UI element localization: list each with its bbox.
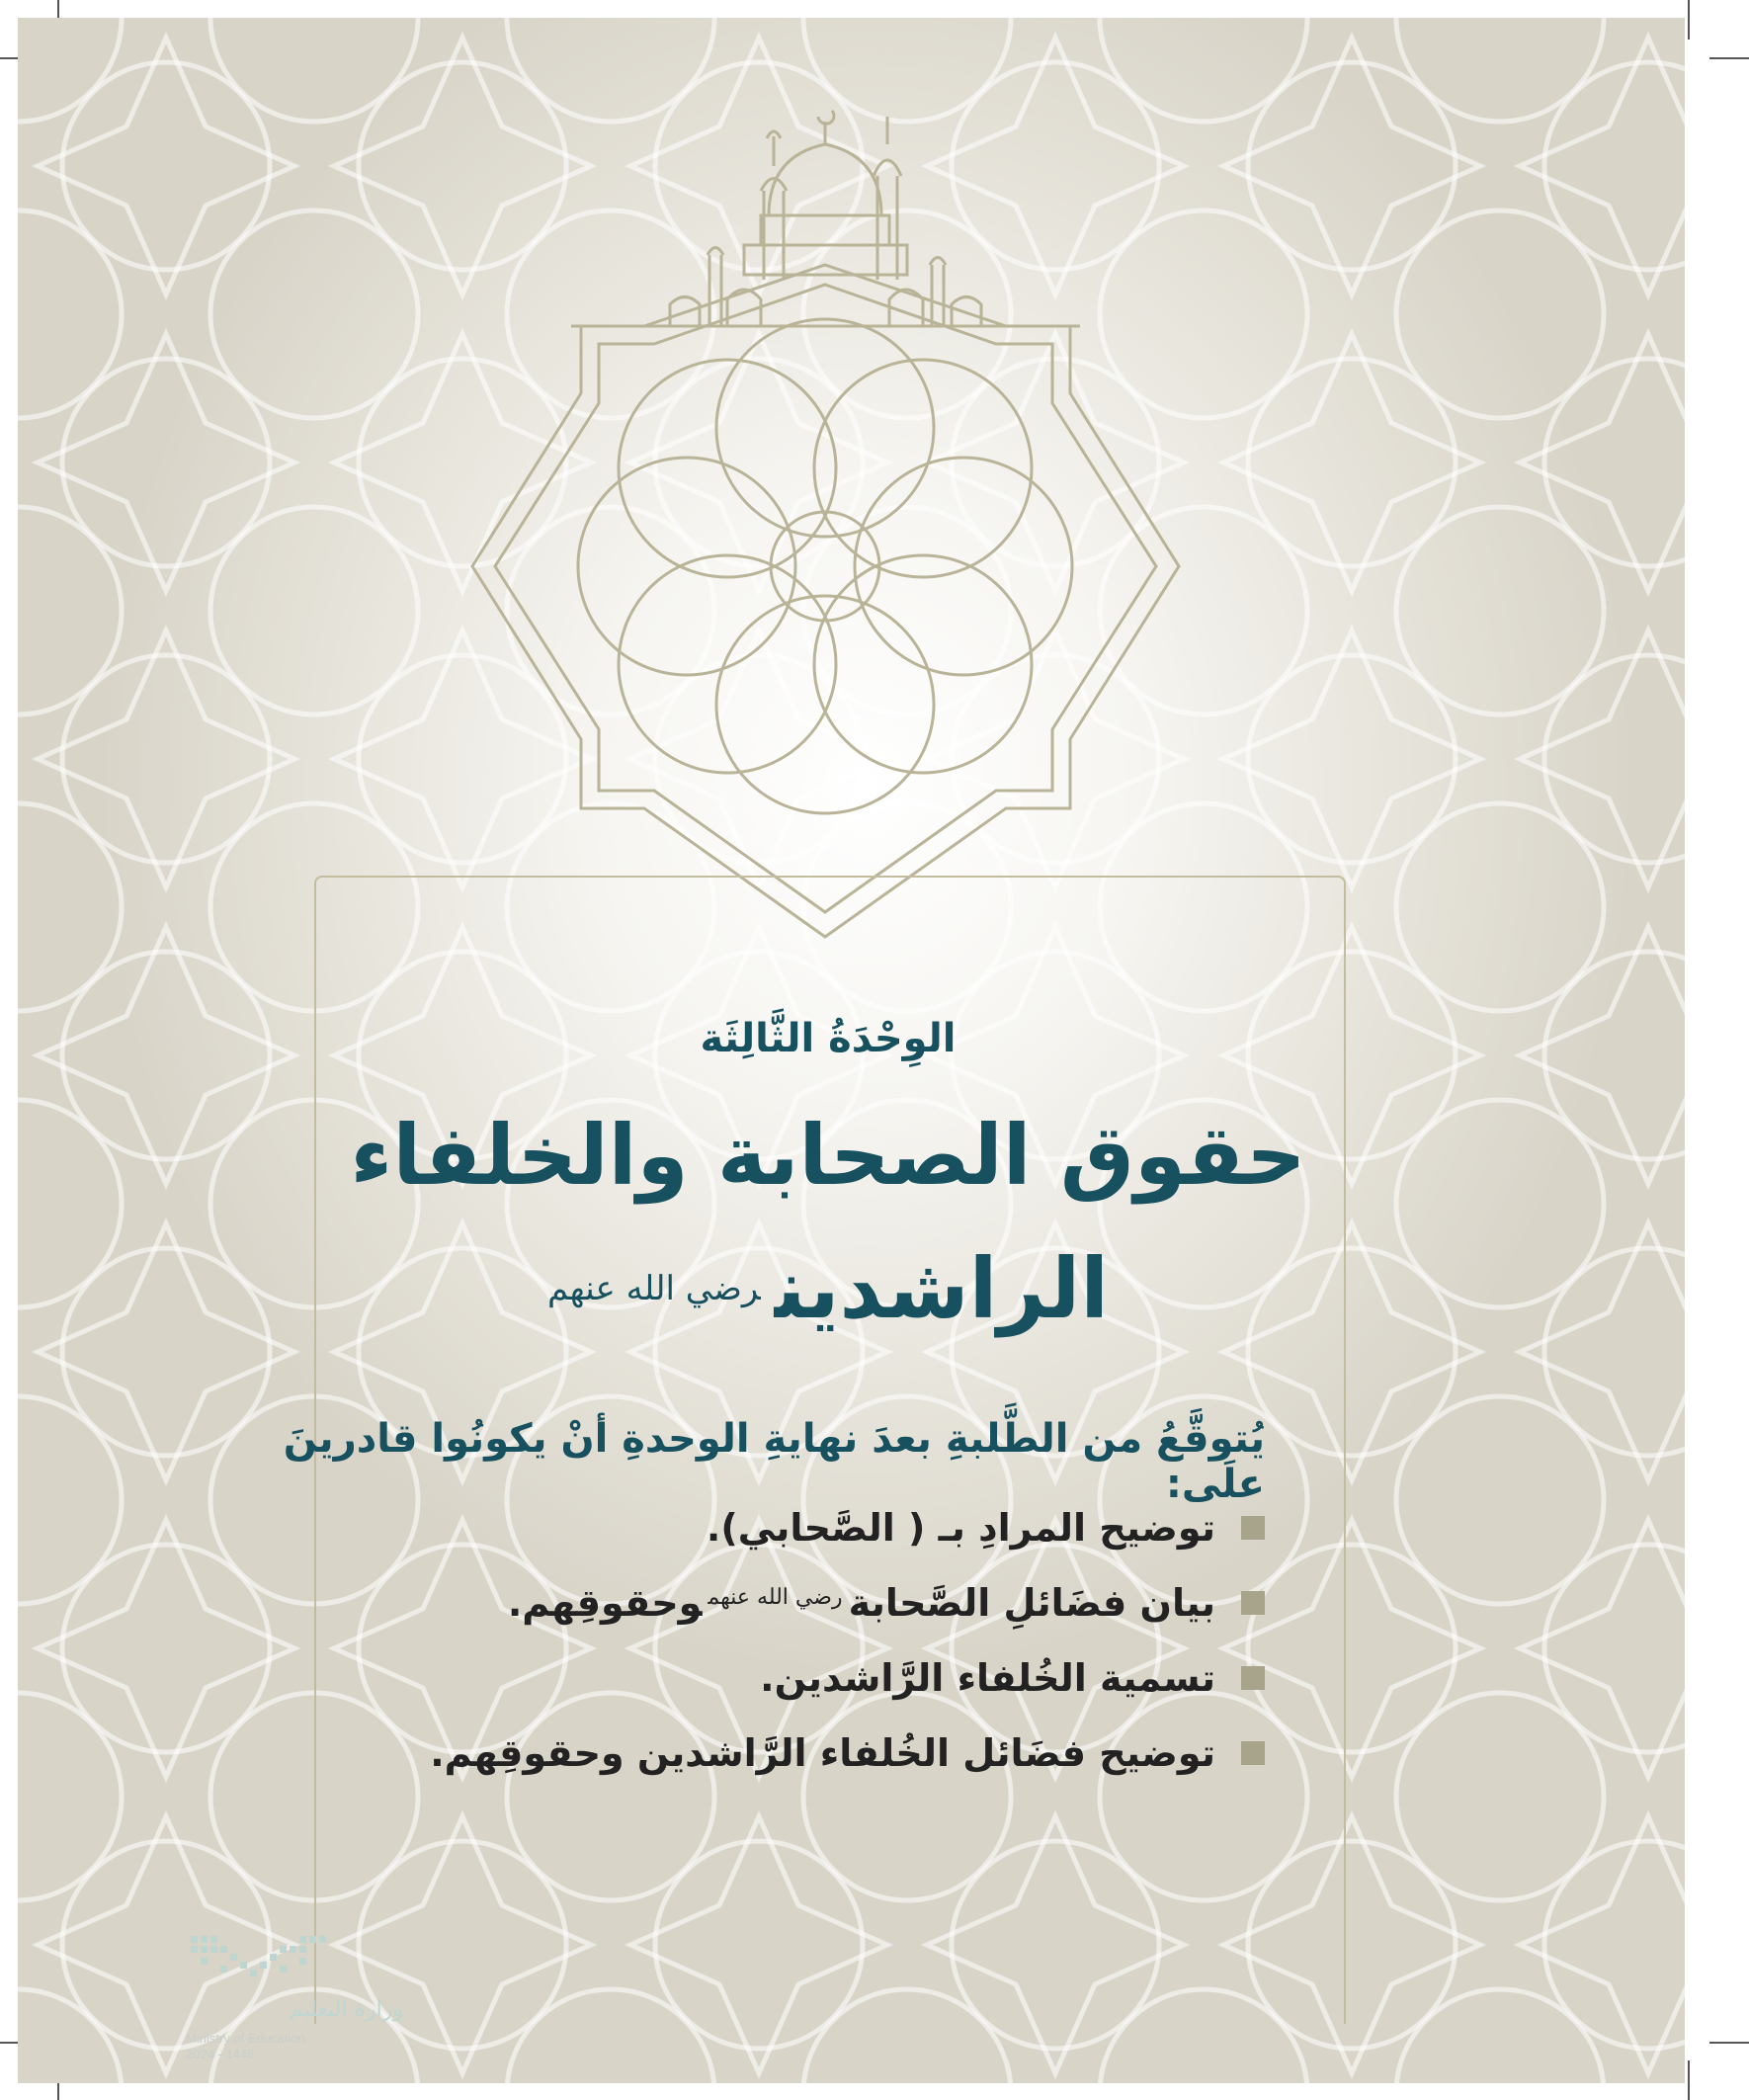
square-bullet-icon	[1241, 1666, 1265, 1690]
unit-title-line-1: حقوق الصحابة والخلفاء	[350, 1107, 1306, 1204]
honorific-calligraphy: رضي الله عنهم	[546, 1269, 761, 1308]
cover-background	[18, 18, 1685, 2083]
crop-mark	[1688, 2060, 1690, 2100]
objective-text-part: بيان فضَائلِ الصَّحابة	[848, 1581, 1215, 1625]
square-bullet-icon	[1241, 1591, 1265, 1615]
square-bullet-icon	[1241, 1741, 1265, 1765]
objective-item	[375, 1565, 1265, 1640]
ministry-name-arabic: وزارة التعليم	[289, 1997, 403, 2022]
objectives-intro: يُتوقَّعُ من الطَّلبةِ بعدَ نهايةِ الوحدةِ أنْ يكونُوا قادرينَ علَى:	[283, 1416, 1265, 1507]
ministry-name-english: Ministry of Education	[186, 2031, 305, 2046]
objective-text-part: وحقوقِهم.	[507, 1581, 703, 1625]
unit-title-line-2	[314, 1240, 1342, 1337]
ministry-logo-mark-icon	[186, 1930, 334, 1989]
crop-mark	[1709, 57, 1749, 59]
objective-item	[375, 1640, 1265, 1716]
objective-item	[375, 1490, 1265, 1565]
objective-text: تسمية الخُلفاء الرَّاشدين.	[760, 1656, 1215, 1700]
objectives-list	[375, 1490, 1265, 1791]
objective-text: توضيح المرادِ بـ ( الصَّحابي).	[706, 1506, 1215, 1550]
square-bullet-icon	[1241, 1516, 1265, 1540]
unit-title-word: الراشدين	[774, 1240, 1110, 1337]
objective-item	[375, 1716, 1265, 1791]
objective-text	[508, 1581, 1215, 1625]
ministry-year: 2024 - 1446	[186, 2047, 255, 2061]
honorific-calligraphy: رضي الله عنهم	[708, 1585, 843, 1610]
ministry-of-education-logo	[176, 1930, 403, 2063]
unit-label: الوِحْدَةُ الثَّالِثَة	[700, 1016, 957, 1061]
crop-mark	[1688, 0, 1690, 40]
objective-text: توضيح فضَائل الخُلفاء الرَّاشدين وحقوقِهم.	[430, 1731, 1215, 1775]
crop-mark	[1709, 2042, 1749, 2044]
